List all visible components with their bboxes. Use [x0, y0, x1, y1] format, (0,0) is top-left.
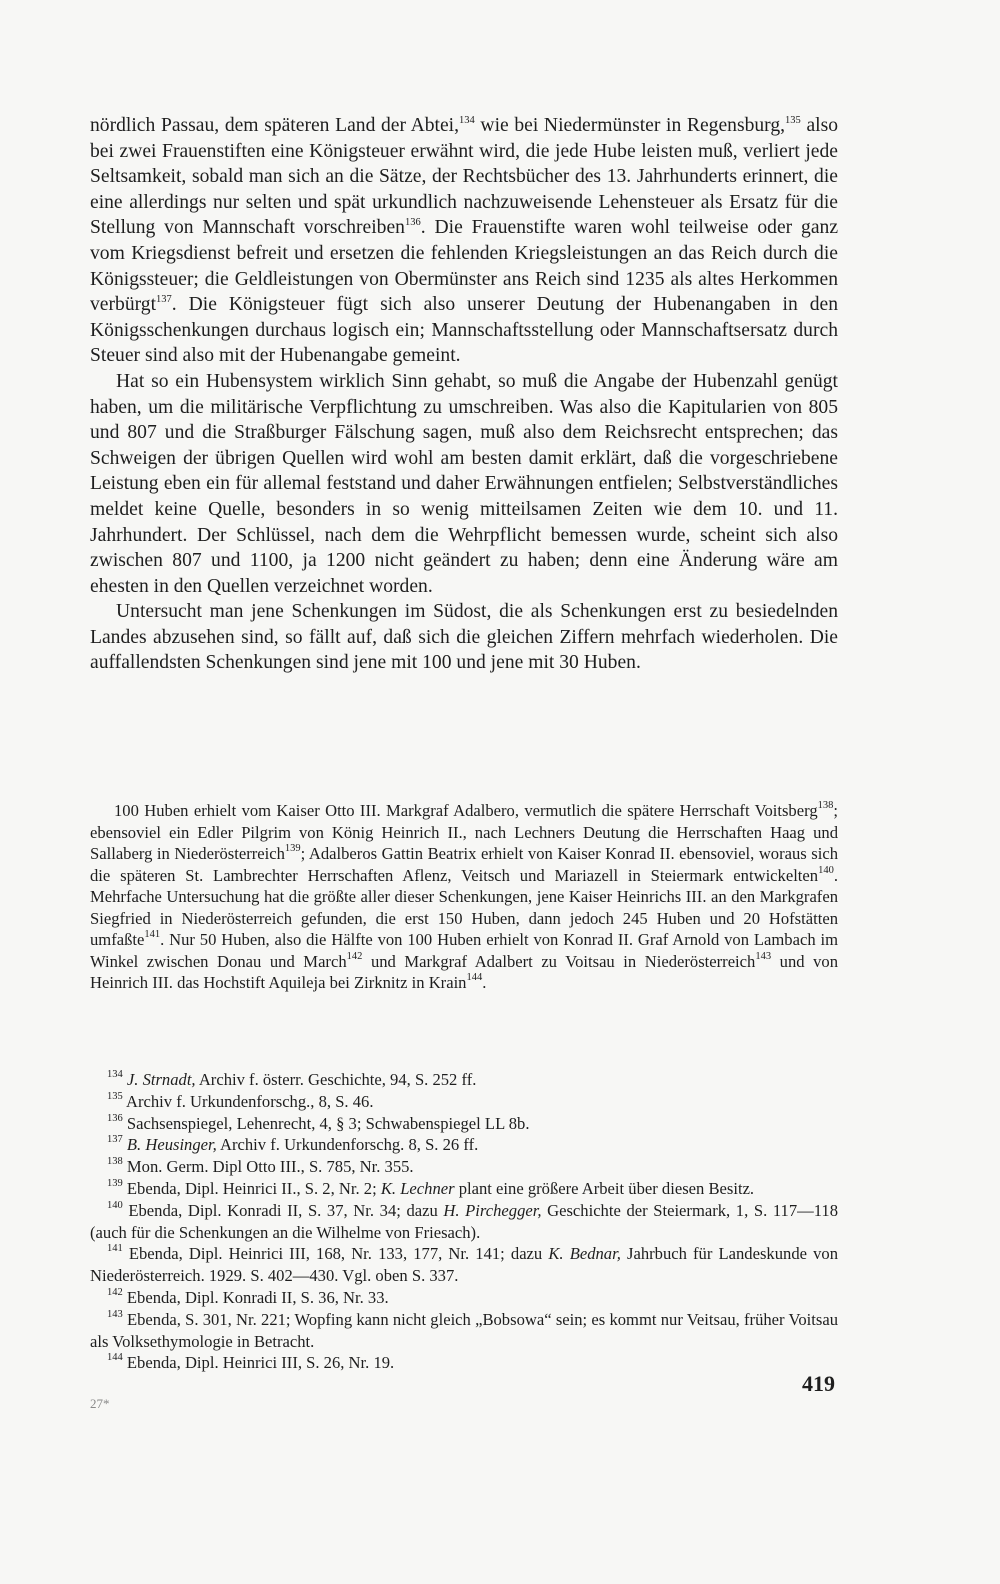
- footnote: [90, 1069, 838, 1091]
- footnote-text: B. Heusinger, Archiv f. Urkundenforschg. 8, S. 26 ff.: [126, 1135, 479, 1155]
- footnote-text: Ebenda, Dipl. Heinrici III, 168, Nr. 133, 177, Nr. 141; dazu K. Bednar, Jahrbuch für Landeskunde von Niederösterreich. 1929. S. 402—430. Vgl. oben S. 337.: [90, 1244, 838, 1286]
- footnote-text: J. Strnadt, Archiv f. österr. Geschichte, 94, S. 252 ff.: [126, 1070, 477, 1089]
- footnote-number: 134: [107, 1069, 123, 1081]
- footnote: [90, 1352, 838, 1374]
- main-text: [90, 113, 838, 676]
- footnote-text: Ebenda, Dipl. Heinrici II., S. 2, Nr. 2; K. Lechner plant eine größere Arbeit über diesen Besitz.: [122, 1178, 755, 1198]
- footnote-number: 137: [107, 1134, 123, 1146]
- footnote: [90, 1091, 838, 1113]
- footnote-text: Archiv f. Urkundenforschg., 8, S. 46.: [122, 1091, 374, 1111]
- footnote-text: Ebenda, S. 301, Nr. 221; Wopfing kann nicht gleich „Bobsowa“ sein; es kommt nur Veitsau, früher Voitsau als Volksethymologie in Betracht.: [90, 1309, 838, 1351]
- footnote-number: 141: [107, 1243, 123, 1255]
- body-paragraph: Hat so ein Hubensystem wirklich Sinn gehabt, so muß die Angabe der Hubenzahl genügt haben, um die militärische Verpflichtung zu umschreiben. Was also die Kapitularien von 805 und 807 und die Straßburger Fälschung sagen, muß also dem Reichsrecht entsprechen; das Schweigen der übrigen Quellen wird wohl am besten damit erklärt, daß die vorgeschriebene Leistung eben ein für allemal feststand und daher Erwähnungen entfielen; Selbstverständliches meldet keine Quelle, besonders in so wenig mitteilsamen Zeiten wie dem 10. und 11. Jahrhundert. Der Schlüssel, nach dem die Wehrpflicht bemessen wurde, scheint sich also zwischen 807 und 1100, ja 1200 nicht geändert zu haben; denn eine Änderung wäre am ehesten in den Quellen verzeichnet worden.: [90, 370, 838, 597]
- footnote-number: 142: [107, 1287, 123, 1299]
- footnote-number: 140: [107, 1199, 123, 1211]
- footnote-text: Ebenda, Dipl. Heinrici III, S. 26, Nr. 19.: [122, 1353, 395, 1373]
- footnote-number: 144: [107, 1352, 123, 1364]
- small-print-paragraph: [90, 800, 838, 994]
- footnote-number: 138: [107, 1156, 123, 1168]
- body-paragraph: nördlich Passau, dem späteren Land der Abtei,$^{134}$ wie bei Niedermünster in Regensburg,$^{135}$ also bei zwei Frauenstiften eine Königsteuer erwähnt wird, die jede Hube leisten muß, verliert jede Seltsamkeit, sobald man sich an die Sätze, der Rechtsbücher des 13. Jahrhunderts erinnert, die eine allerdings nur selten und spät urkundlich nachzuweisende Lehensteuer als Ersatz für die Stellung von Mannschaft vorschreiben$^{136}$. Die Frauenstifte waren wohl teilweise oder ganz vom Kriegsdienst befreit und ersetzen die fehlenden Kriegsleistungen an das Reich durch die Königssteuer; die Geldleistungen von Obermünster ans Reich sind 1235 als altes Herkommen verbürgt$^{137}$. Die Königsteuer fügt sich also unserer Deutung der Hubenangaben in den Königsschenkungen durchaus logisch ein; Mannschaftsstellung oder Mannschaftsersatz durch Steuer sind also mit der Hubenangabe gemeint.: [90, 115, 839, 367]
- footnote-text: Mon. Germ. Dipl Otto III., S. 785, Nr. 355.: [122, 1157, 414, 1177]
- footnote: [90, 1287, 838, 1309]
- footnote: [90, 1156, 838, 1178]
- footnote: [90, 1113, 838, 1135]
- small-paragraph: 100 Huben erhielt vom Kaiser Otto III. Markgraf Adalbero, vermutlich die spätere Herrschaft Voitsberg$^{138}$; ebensoviel ein Edler Pilgrim von König Heinrich II., nach Lechners Deutung die Herrschaften Haag und Sallaberg in Niederösterreich$^{139}$; Adalberos Gattin Beatrix erhielt von Kaiser Konrad II. ebensoviel, woraus sich die späteren St. Lambrechter Herrschaften Aflenz, Veitsch und Mariazell in Steiermark entwickelten$^{140}$. Mehrfache Untersuchung hat die größte aller dieser Schenkungen, jene Kaiser Heinrichs III. an den Markgrafen Siegfried in Niederösterreich gefunden, die erst 150 Huben, dann jedoch 245 Huben und 20 Hofstätten umfaßte$^{141}$. Nur 50 Huben, also die Hälfte von 100 Huben erhielt von Konrad II. Graf Arnold von Lambach im Winkel zwischen Donau und March$^{142}$ und Markgraf Adalbert zu Voitsau in Niederösterreich$^{143}$ und von Heinrich III. das Hochstift Aquileja bei Zirknitz in Krain$^{144}$.: [90, 800, 839, 992]
- footnote-number: 143: [107, 1308, 123, 1320]
- body-paragraph: Untersucht man jene Schenkungen im Südost, die als Schenkungen erst zu besiedelnden Landes abzusehen sind, so fällt auf, daß sich die gleichen Ziffern mehrfach wiederholen. Die auffallendsten Schenkungen sind jene mit 100 und jene mit 30 Huben.: [90, 601, 838, 674]
- footnote-number: 136: [107, 1112, 123, 1124]
- footnote: [90, 1309, 838, 1353]
- footnote-number: 139: [107, 1178, 123, 1190]
- footnote: [90, 1178, 838, 1200]
- footnote: [90, 1134, 838, 1156]
- footnote-number: 135: [107, 1090, 123, 1102]
- footnote: [90, 1243, 838, 1287]
- footnote-text: Ebenda, Dipl. Konradi II, S. 37, Nr. 34; dazu H. Pirchegger, Geschichte der Steiermark, 1, S. 117—118 (auch für die Schenkungen an die Wilhelme von Friesach).: [90, 1200, 838, 1242]
- footnote: [90, 1200, 838, 1244]
- footnote-text: Ebenda, Dipl. Konradi II, S. 36, Nr. 33.: [122, 1287, 389, 1307]
- footnotes: [90, 1069, 838, 1374]
- footnote-text: Sachsenspiegel, Lehenrecht, 4, § 3; Schwabenspiegel LL 8b.: [122, 1113, 530, 1133]
- page-number: 419: [802, 1371, 835, 1396]
- signature-mark: 27*: [90, 1396, 110, 1411]
